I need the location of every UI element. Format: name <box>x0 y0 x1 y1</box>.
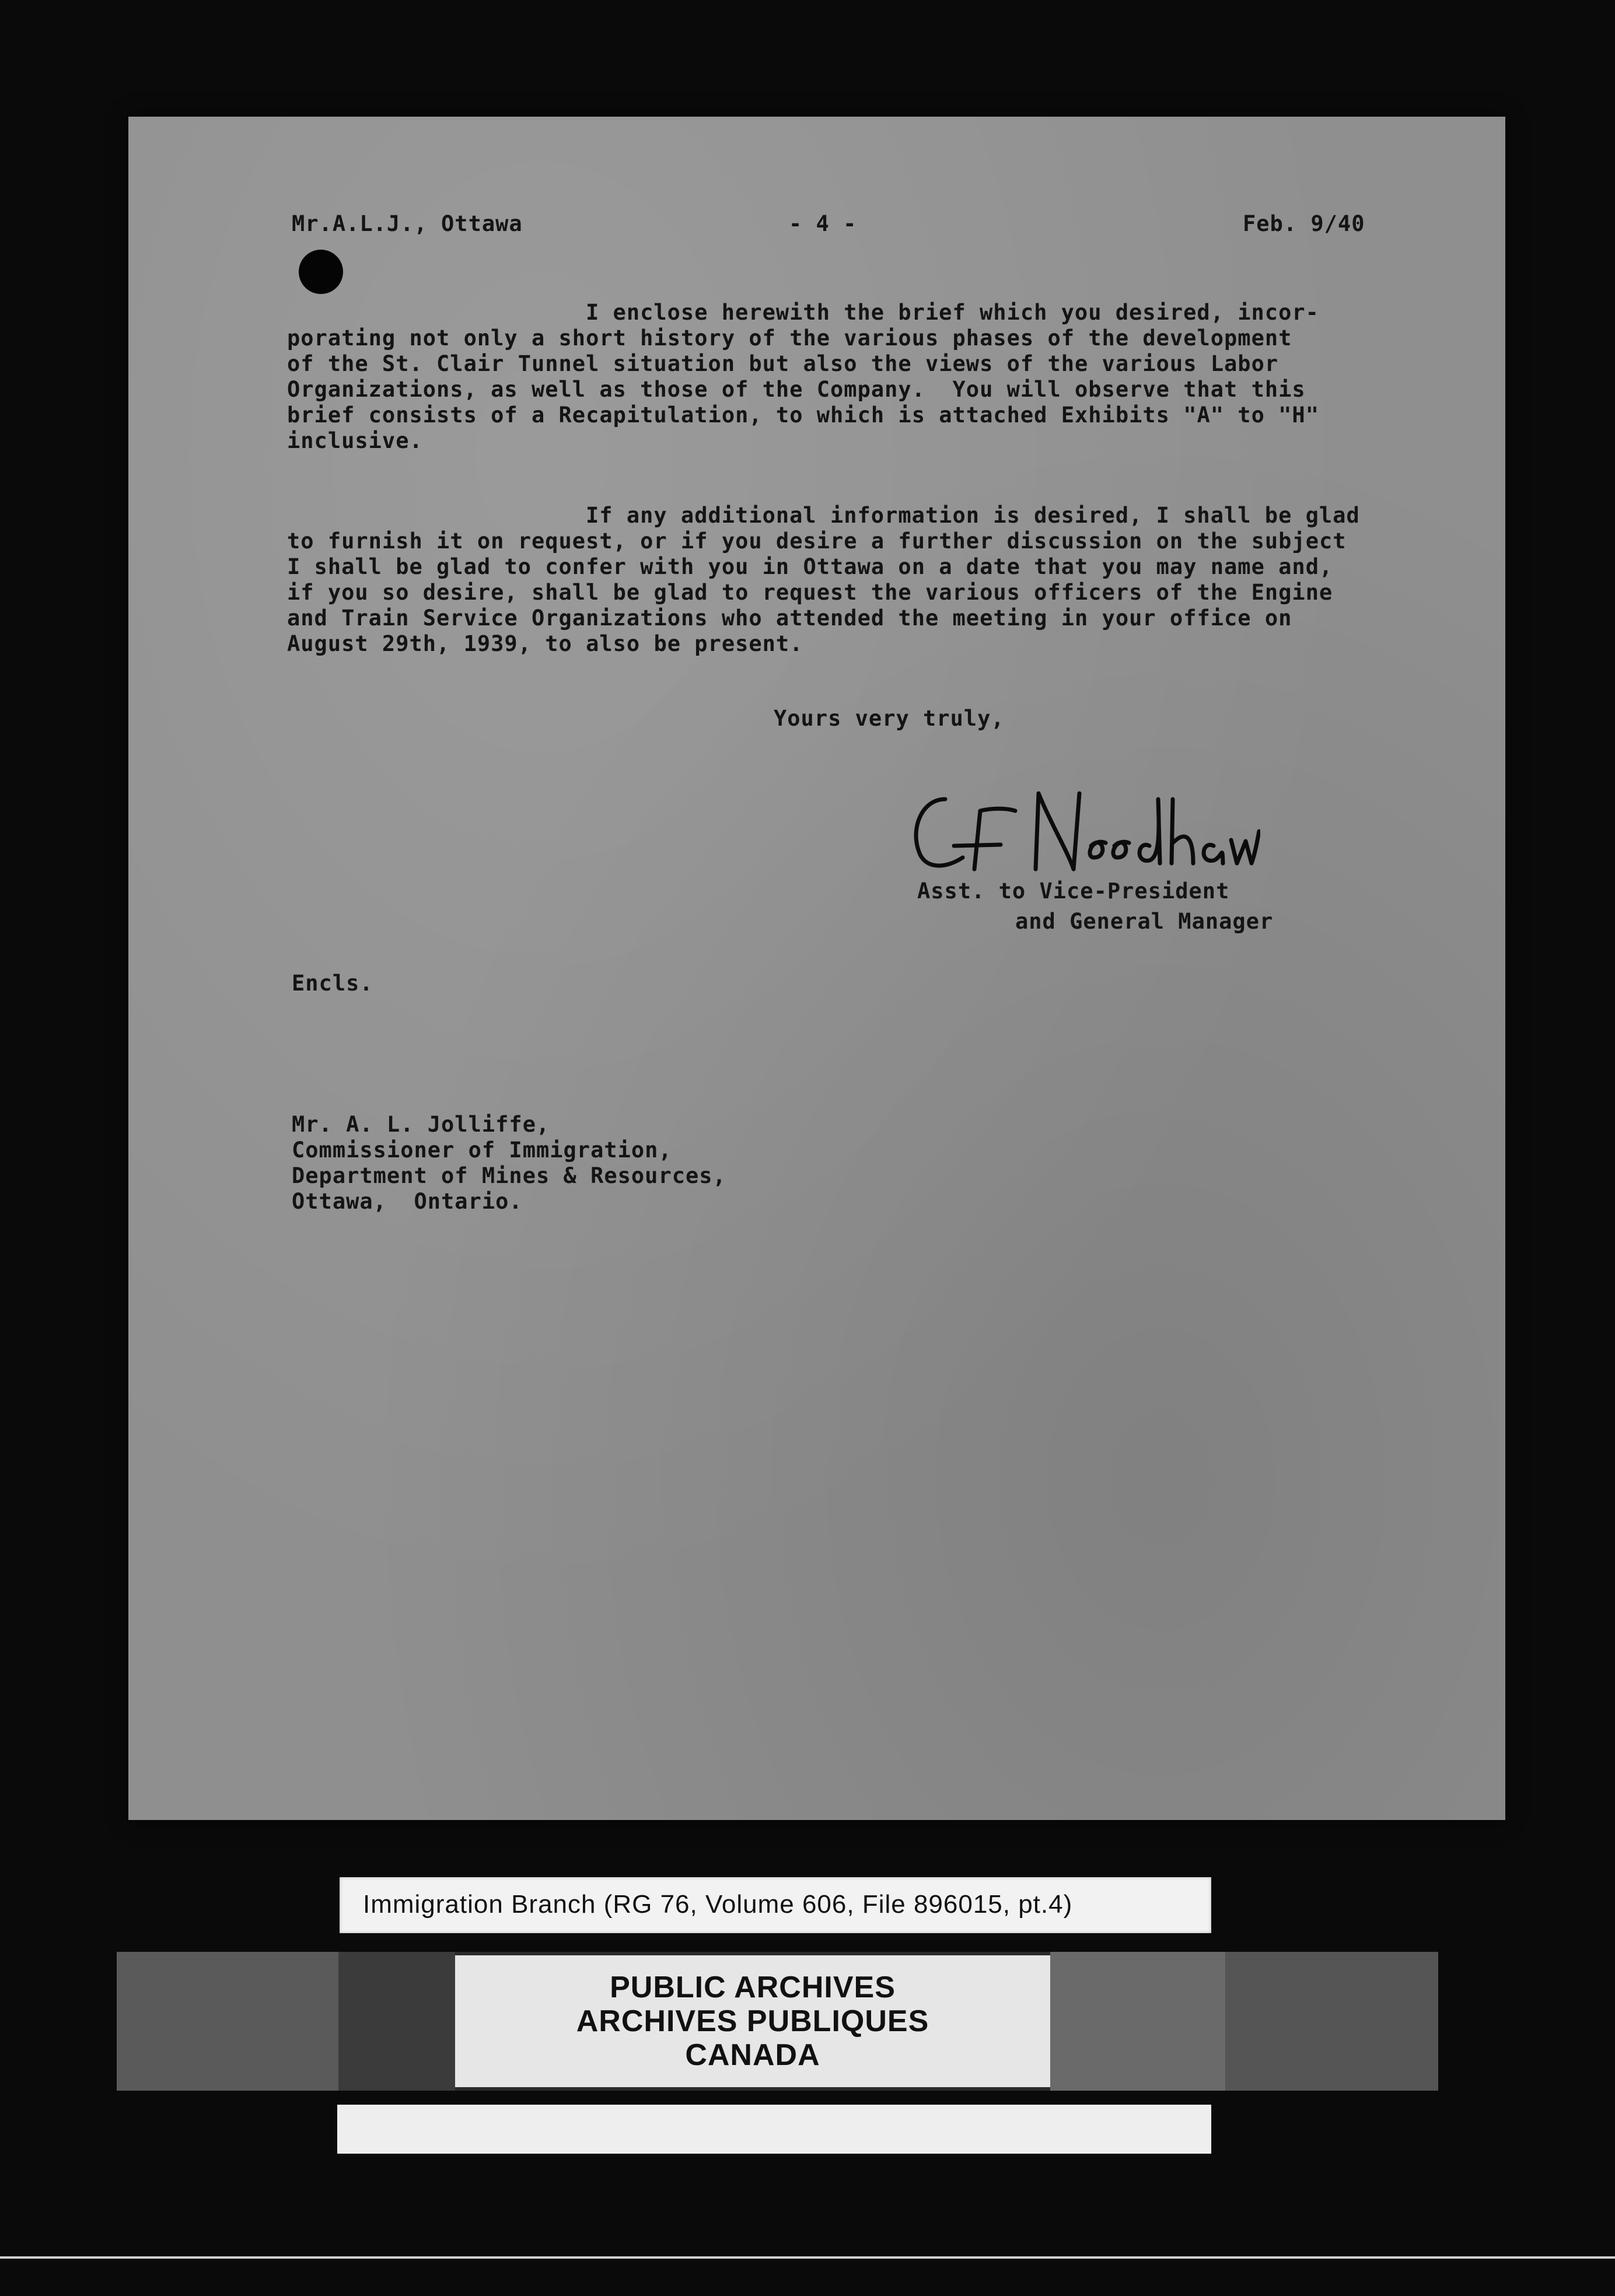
address-line: Department of Mines & Resources, <box>292 1163 726 1188</box>
address-line: Ottawa, Ontario. <box>292 1189 523 1214</box>
enclosure-note: Encls. <box>292 971 373 996</box>
body-line: Organizations, as well as those of the Company. You will observe that this <box>287 377 1306 402</box>
body-line: brief consists of a Recapitulation, to which is attached Exhibits "A" to "H" <box>287 402 1319 428</box>
body-paragraph-1 <box>287 300 1319 454</box>
film-segment <box>1225 1952 1438 2091</box>
address-line: Commissioner of Immigration, <box>292 1138 672 1163</box>
signer-title-line-2: and General Manager <box>1015 909 1274 934</box>
signer-title-line-1: Asst. to Vice-President <box>917 878 1230 904</box>
bottom-label-strip <box>337 2105 1211 2154</box>
stamp-line: PUBLIC ARCHIVES <box>610 1971 896 2004</box>
film-segment <box>117 1952 338 2091</box>
letter-date: Feb. 9/40 <box>1243 211 1365 236</box>
body-paragraph-2 <box>287 503 1360 657</box>
body-line: to furnish it on request, or if you desire a further discussion on the subject <box>287 528 1347 554</box>
header-addressee: Mr.A.L.J., Ottawa <box>292 211 523 236</box>
body-line: If any additional information is desired, I shall be glad <box>586 503 1360 528</box>
body-line: August 29th, 1939, to also be present. <box>287 631 803 656</box>
archive-reference-text: Immigration Branch (RG 76, Volume 606, File 896015, pt.4) <box>363 1890 1073 1919</box>
page-number: - 4 - <box>789 211 857 236</box>
body-line: if you so desire, shall be glad to request the various officers of the Engine <box>287 580 1333 605</box>
stamp-line: CANADA <box>685 2038 820 2072</box>
archive-reference-label <box>340 1877 1211 1933</box>
closing-salutation: Yours very truly, <box>774 706 1005 731</box>
body-line: of the St. Clair Tunnel situation but also the views of the various Labor <box>287 351 1279 376</box>
archives-stamp <box>455 1955 1050 2087</box>
body-line: inclusive. <box>287 428 423 453</box>
body-line: porating not only a short history of the various phases of the development <box>287 326 1292 351</box>
handwritten-signature <box>899 776 1260 887</box>
frame-edge-line <box>0 2256 1615 2259</box>
recipient-address <box>292 1112 726 1214</box>
body-line: I shall be glad to confer with you in Ottawa on a date that you may name and, <box>287 554 1333 579</box>
film-segment <box>1050 1952 1225 2091</box>
punch-hole <box>299 250 343 294</box>
address-line: Mr. A. L. Jolliffe, <box>292 1112 550 1137</box>
film-segment <box>338 1952 455 2091</box>
stamp-line: ARCHIVES PUBLIQUES <box>576 2004 929 2038</box>
body-line: I enclose herewith the brief which you desired, incor- <box>586 300 1319 325</box>
body-line: and Train Service Organizations who attended the meeting in your office on <box>287 606 1292 631</box>
